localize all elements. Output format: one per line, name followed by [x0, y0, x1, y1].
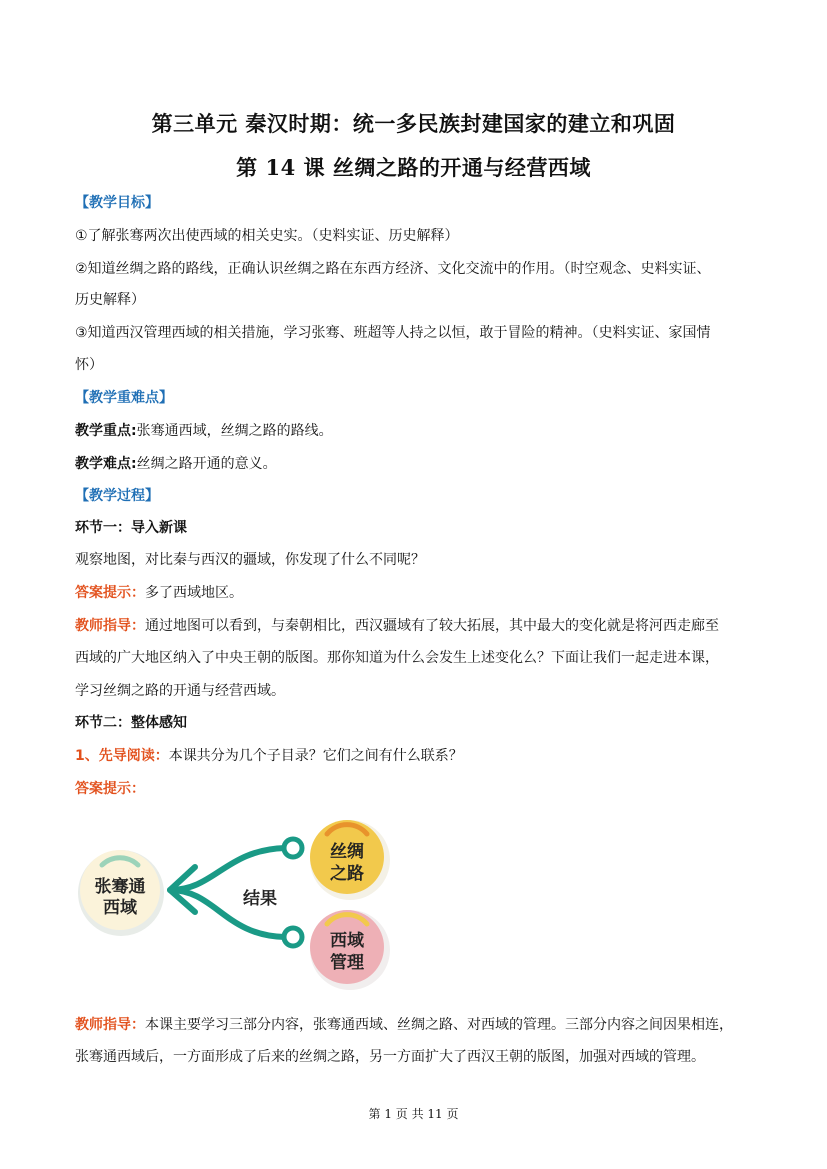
guide2-label: 教师指导： [75, 1017, 145, 1033]
step1-question: 观察地图，对比秦与西汉的疆域，你发现了什么不同呢？ [75, 552, 425, 568]
goal-2-line1: ②知道丝绸之路的路线，正确认识丝绸之路在东西方经济、文化交流中的作用。（时空观念、史料实证、 [75, 261, 711, 277]
lesson-title: 第 14 课 丝绸之路的开通与经营西域 [236, 155, 591, 180]
key-point-label: 教学重点: [75, 423, 137, 439]
node-silkroad-line1: 丝绸 [330, 842, 364, 862]
branch-end-top [284, 839, 302, 857]
answer-text: 多了西域地区。 [145, 585, 243, 601]
branch-end-bottom [284, 928, 302, 946]
goal-2-line2: 历史解释） [75, 292, 145, 308]
step1-answer [75, 583, 755, 603]
difficult-point-text: 丝绸之路开通的意义。 [136, 456, 277, 472]
step2-title: 环节二：整体感知 [75, 715, 187, 731]
result-label: 结果 [243, 889, 277, 909]
node-silkroad-line2: 之路 [330, 864, 364, 884]
goal-1: ①了解张骞两次出使西域的相关史实。（史料实证、历史解释） [75, 228, 459, 244]
section-goals: 【教学目标】 [75, 195, 159, 211]
page-title: 第三单元 秦汉时期：统一多民族封建国家的建立和巩固 [151, 111, 676, 136]
node-zhangqian-line1: 张骞通 [94, 877, 146, 897]
reading-label: 1、先导阅读： [75, 748, 169, 764]
difficult-point-line [75, 454, 755, 474]
guide2-text: 本课主要学习三部分内容，张骞通西域、丝绸之路、对西域的管理。三部分内容之间因果相连， [145, 1017, 733, 1033]
section-key-points: 【教学重难点】 [75, 390, 173, 406]
node-zhangqian-line2: 西域 [103, 898, 137, 918]
branch-top [170, 848, 285, 890]
step1-guide-line3: 学习丝绸之路的开通与经营西域。 [75, 683, 285, 699]
key-point-text: 张骞通西域，丝绸之路的路线。 [136, 423, 333, 439]
goal-3-line1: ③知道西汉管理西域的相关措施，学习张骞、班超等人持之以恒，敢于冒险的精神。（史料实证、家国情 [75, 325, 711, 341]
step1-guide-line2: 西域的广大地区纳入了中央王朝的版图。那你知道为什么会发生上述变化么？下面让我们一起走进本课， [75, 650, 719, 666]
guide-text: 通过地图可以看到，与秦朝相比，西汉疆域有了较大拓展，其中最大的变化就是将河西走廊至 [145, 618, 719, 634]
step2-answer-label: 答案提示： [75, 781, 145, 797]
difficult-point-label: 教学难点: [75, 456, 137, 472]
guide2-line1 [75, 1015, 755, 1035]
node-admin-line1: 西域 [330, 931, 364, 951]
section-process: 【教学过程】 [75, 488, 159, 504]
goal-3-line2: 怀） [75, 357, 103, 373]
page-footer: 第 1 页 共 11 页 [368, 1107, 459, 1121]
key-point-line [75, 421, 755, 441]
guide-label: 教师指导： [75, 618, 145, 634]
answer-label: 答案提示： [75, 585, 145, 601]
step1-guide-line1 [75, 616, 755, 636]
guide2-line2: 张骞通西域后，一方面形成了后来的丝绸之路，另一方面扩大了西汉王朝的版图，加强对西域的管理。 [75, 1049, 705, 1065]
step2-reading [75, 746, 755, 766]
reading-text: 本课共分为几个子目录？它们之间有什么联系？ [168, 748, 463, 764]
step1-title: 环节一：导入新课 [75, 520, 187, 536]
structure-diagram [75, 812, 405, 997]
node-admin-line2: 管理 [330, 953, 364, 973]
